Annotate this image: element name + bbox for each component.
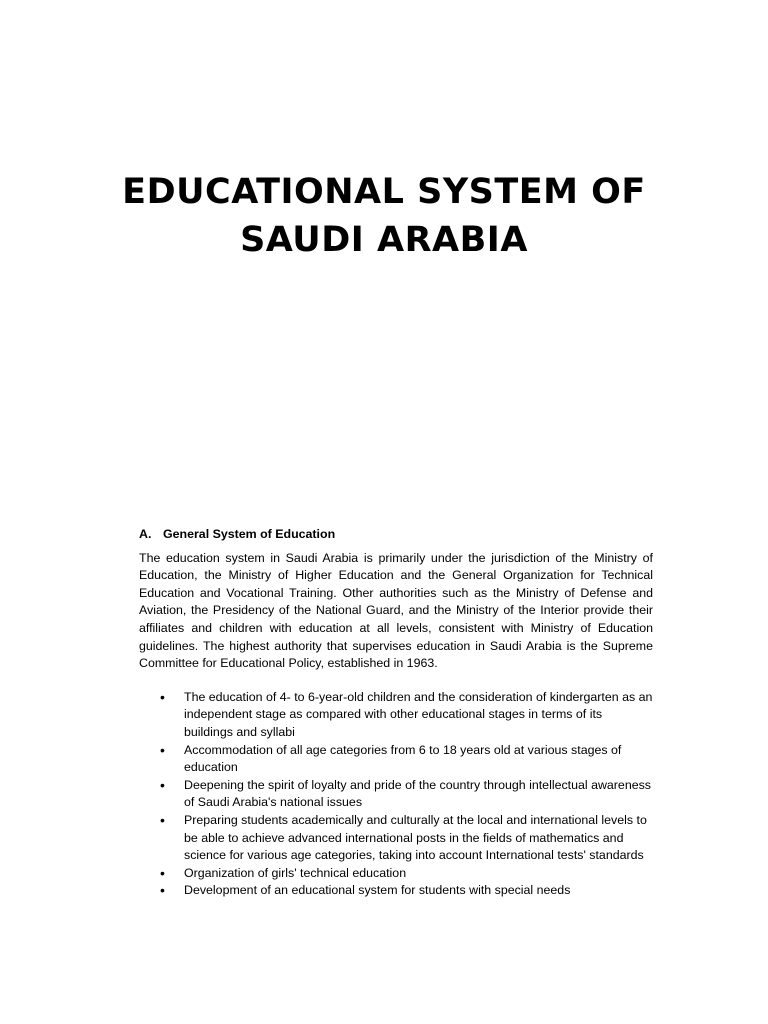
bullet-icon: • bbox=[160, 776, 165, 793]
list-item bbox=[139, 865, 653, 883]
title-line-2: SAUDI ARABIA bbox=[240, 220, 528, 260]
bullet-icon: • bbox=[160, 688, 165, 705]
section-heading-text: General System of Education bbox=[163, 527, 336, 541]
section-marker: A. bbox=[139, 527, 152, 541]
list-item-text: The education of 4- to 6-year-old children and the consideration of kindergarten as an independent stage as compared with other educational stages in terms of its buildings and syllabi bbox=[184, 689, 653, 739]
list-item bbox=[139, 882, 653, 900]
bullet-icon: • bbox=[160, 741, 165, 758]
list-item-text: Development of an educational system for students with special needs bbox=[184, 883, 571, 898]
intro-paragraph: The education system in Saudi Arabia is primarily under the jurisdiction of the Ministry of Education, the Ministry of Higher Education and the General Organization for Technical Education and Vocational Training. Other authorities such as the Ministry of Defense and Aviation, the Presidency of the National Guard, and the Ministry of the Interior provide their affiliates and children with education at all levels, consistent with Ministry of Education guidelines. The highest authority that supervises education in Saudi Arabia is the Supreme Committee for Educational Policy, established in 1963. bbox=[139, 550, 653, 671]
list-item-text: Organization of girls' technical education bbox=[184, 865, 407, 880]
section-heading bbox=[139, 526, 653, 544]
title-line-1: EDUCATIONAL SYSTEM OF bbox=[122, 172, 646, 212]
page-title bbox=[0, 168, 768, 264]
list-item bbox=[139, 742, 653, 777]
bullet-icon: • bbox=[160, 882, 165, 899]
bullet-list bbox=[139, 689, 653, 900]
list-item bbox=[139, 689, 653, 742]
list-item-text: Preparing students academically and culturally at the local and international levels to be able to achieve advanced international posts in the fields of mathematics and science for various age categories, taking into account International tests' standards bbox=[184, 812, 647, 863]
bullet-icon: • bbox=[160, 864, 165, 881]
list-item-text: Deepening the spirit of loyalty and pride of the country through intellectual awareness of Saudi Arabia's national issues bbox=[184, 777, 651, 810]
document-body bbox=[139, 526, 653, 900]
bullet-icon: • bbox=[160, 811, 165, 828]
list-item-text: Accommodation of all age categories from 6 to 18 years old at various stages of education bbox=[184, 742, 622, 775]
list-item bbox=[139, 777, 653, 812]
list-item bbox=[139, 812, 653, 865]
